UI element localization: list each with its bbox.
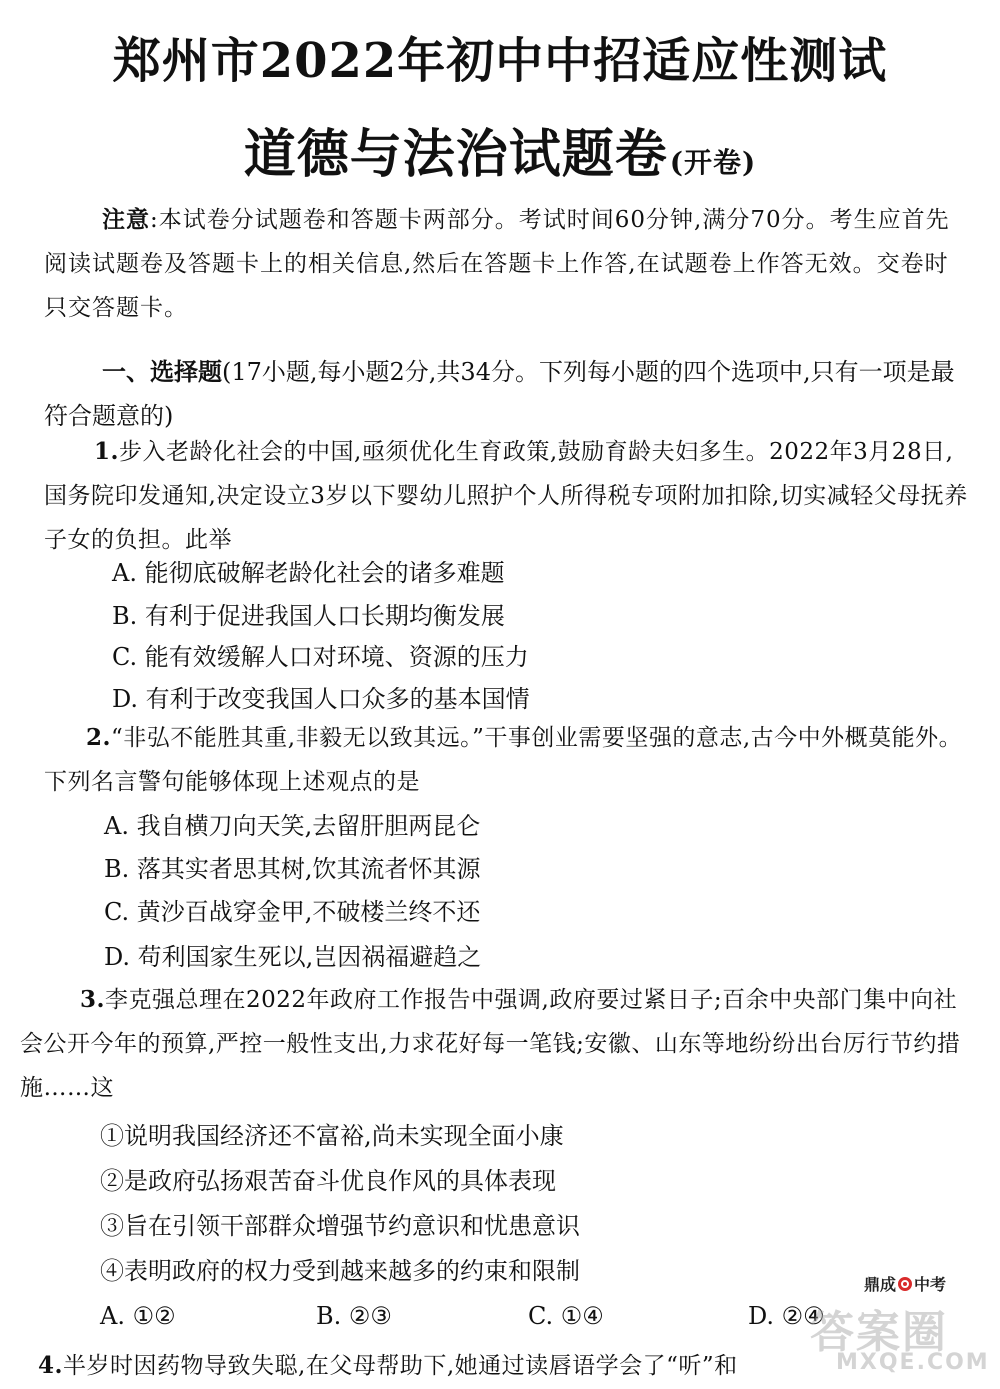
- question-number: 1.: [94, 438, 120, 465]
- question-3-choice-a: A. ①②: [100, 1302, 176, 1330]
- question-3-choice-b: B. ②③: [316, 1302, 392, 1330]
- question-text: “非弘不能胜其重,非毅无以致其远。”干事创业需要坚强的意志,古今中外概莫能外。下列名言警句能够体现上述观点的是: [44, 725, 963, 795]
- question-1-option-a: A. 能彻底破解老龄化社会的诸多难题: [112, 559, 505, 587]
- question-number: 2.: [86, 724, 112, 751]
- notice-text: :本试卷分试题卷和答题卡两部分。考试时间60分钟,满分70分。考生应首先阅读试题卷及答题卡上的相关信息,然后在答题卡上作答,在试题卷上作答无效。交卷时只交答题卡。: [44, 207, 950, 321]
- question-1-stem: [44, 430, 969, 562]
- question-number: 4.: [38, 1352, 64, 1379]
- question-2-stem: [44, 716, 969, 804]
- logo-right-text: 中考: [914, 1275, 947, 1294]
- section-instructions: (17小题,每小题2分,共34分。下列每小题的四个选项中,只有一项是最符合题意的): [44, 358, 955, 430]
- question-3-stem: [20, 978, 970, 1110]
- question-2-option-b: B. 落其实者思其树,饮其流者怀其源: [104, 855, 481, 883]
- question-2-option-d: D. 苟利国家生死以,岂因祸福避趋之: [104, 943, 482, 971]
- question-3-statement-2: ②是政府弘扬艰苦奋斗优良作风的具体表现: [100, 1167, 556, 1195]
- exam-title: 郑州市2022年初中中招适应性测试: [112, 33, 888, 89]
- section-label: 一、选择题: [102, 357, 222, 386]
- question-3-statement-1: ①说明我国经济还不富裕,尚未实现全面小康: [100, 1122, 564, 1150]
- subject-title: 道德与法治试题卷: [243, 124, 668, 185]
- question-text: 半岁时因药物导致失聪,在父母帮助下,她通过读唇语学会了“听”和: [63, 1353, 738, 1379]
- question-3-statement-4: ④表明政府的权力受到越来越多的约束和限制: [100, 1257, 580, 1285]
- question-2-option-a: A. 我自横刀向天笑,去留肝胆两昆仑: [104, 812, 481, 840]
- question-1-option-d: D. 有利于改变我国人口众多的基本国情: [112, 685, 530, 713]
- question-3-statement-3: ③旨在引领干部群众增强节约意识和忧患意识: [100, 1212, 580, 1240]
- site-watermark-url: MXQE.COM: [836, 1350, 990, 1375]
- question-1-option-b: B. 有利于促进我国人口长期均衡发展: [112, 602, 505, 630]
- exam-subtitle: [0, 112, 1000, 187]
- question-3-choice-d: D. ②④: [748, 1302, 825, 1330]
- question-number: 3.: [80, 986, 106, 1013]
- open-book-note: (开卷): [669, 146, 757, 179]
- target-icon: [898, 1277, 912, 1291]
- site-watermark: 答案圈: [810, 1307, 948, 1358]
- question-2-option-c: C. 黄沙百战穿金甲,不破楼兰终不还: [104, 898, 481, 926]
- question-text: 步入老龄化社会的中国,亟须优化生育政策,鼓励育龄夫妇多生。2022年3月28日,国务院印发通知,决定设立3岁以下婴幼儿照护个人所得税专项附加扣除,切实减轻父母抚养子女的负担。此举: [44, 439, 968, 553]
- exam-notice: [44, 198, 964, 330]
- question-text: 李克强总理在2022年政府工作报告中强调,政府要过紧日子;百余中央部门集中向社会公开今年的预算,严控一般性支出,力求花好每一笔钱;安徽、山东等地纷纷出台厉行节约措施……这: [20, 987, 961, 1101]
- notice-label: 注意: [102, 206, 150, 233]
- question-1-option-c: C. 能有效缓解人口对环境、资源的压力: [112, 643, 529, 671]
- section-heading: [44, 350, 964, 438]
- publisher-logo: [864, 1272, 946, 1295]
- logo-left-text: 鼎成: [864, 1275, 897, 1294]
- question-3-choice-c: C. ①④: [528, 1302, 604, 1330]
